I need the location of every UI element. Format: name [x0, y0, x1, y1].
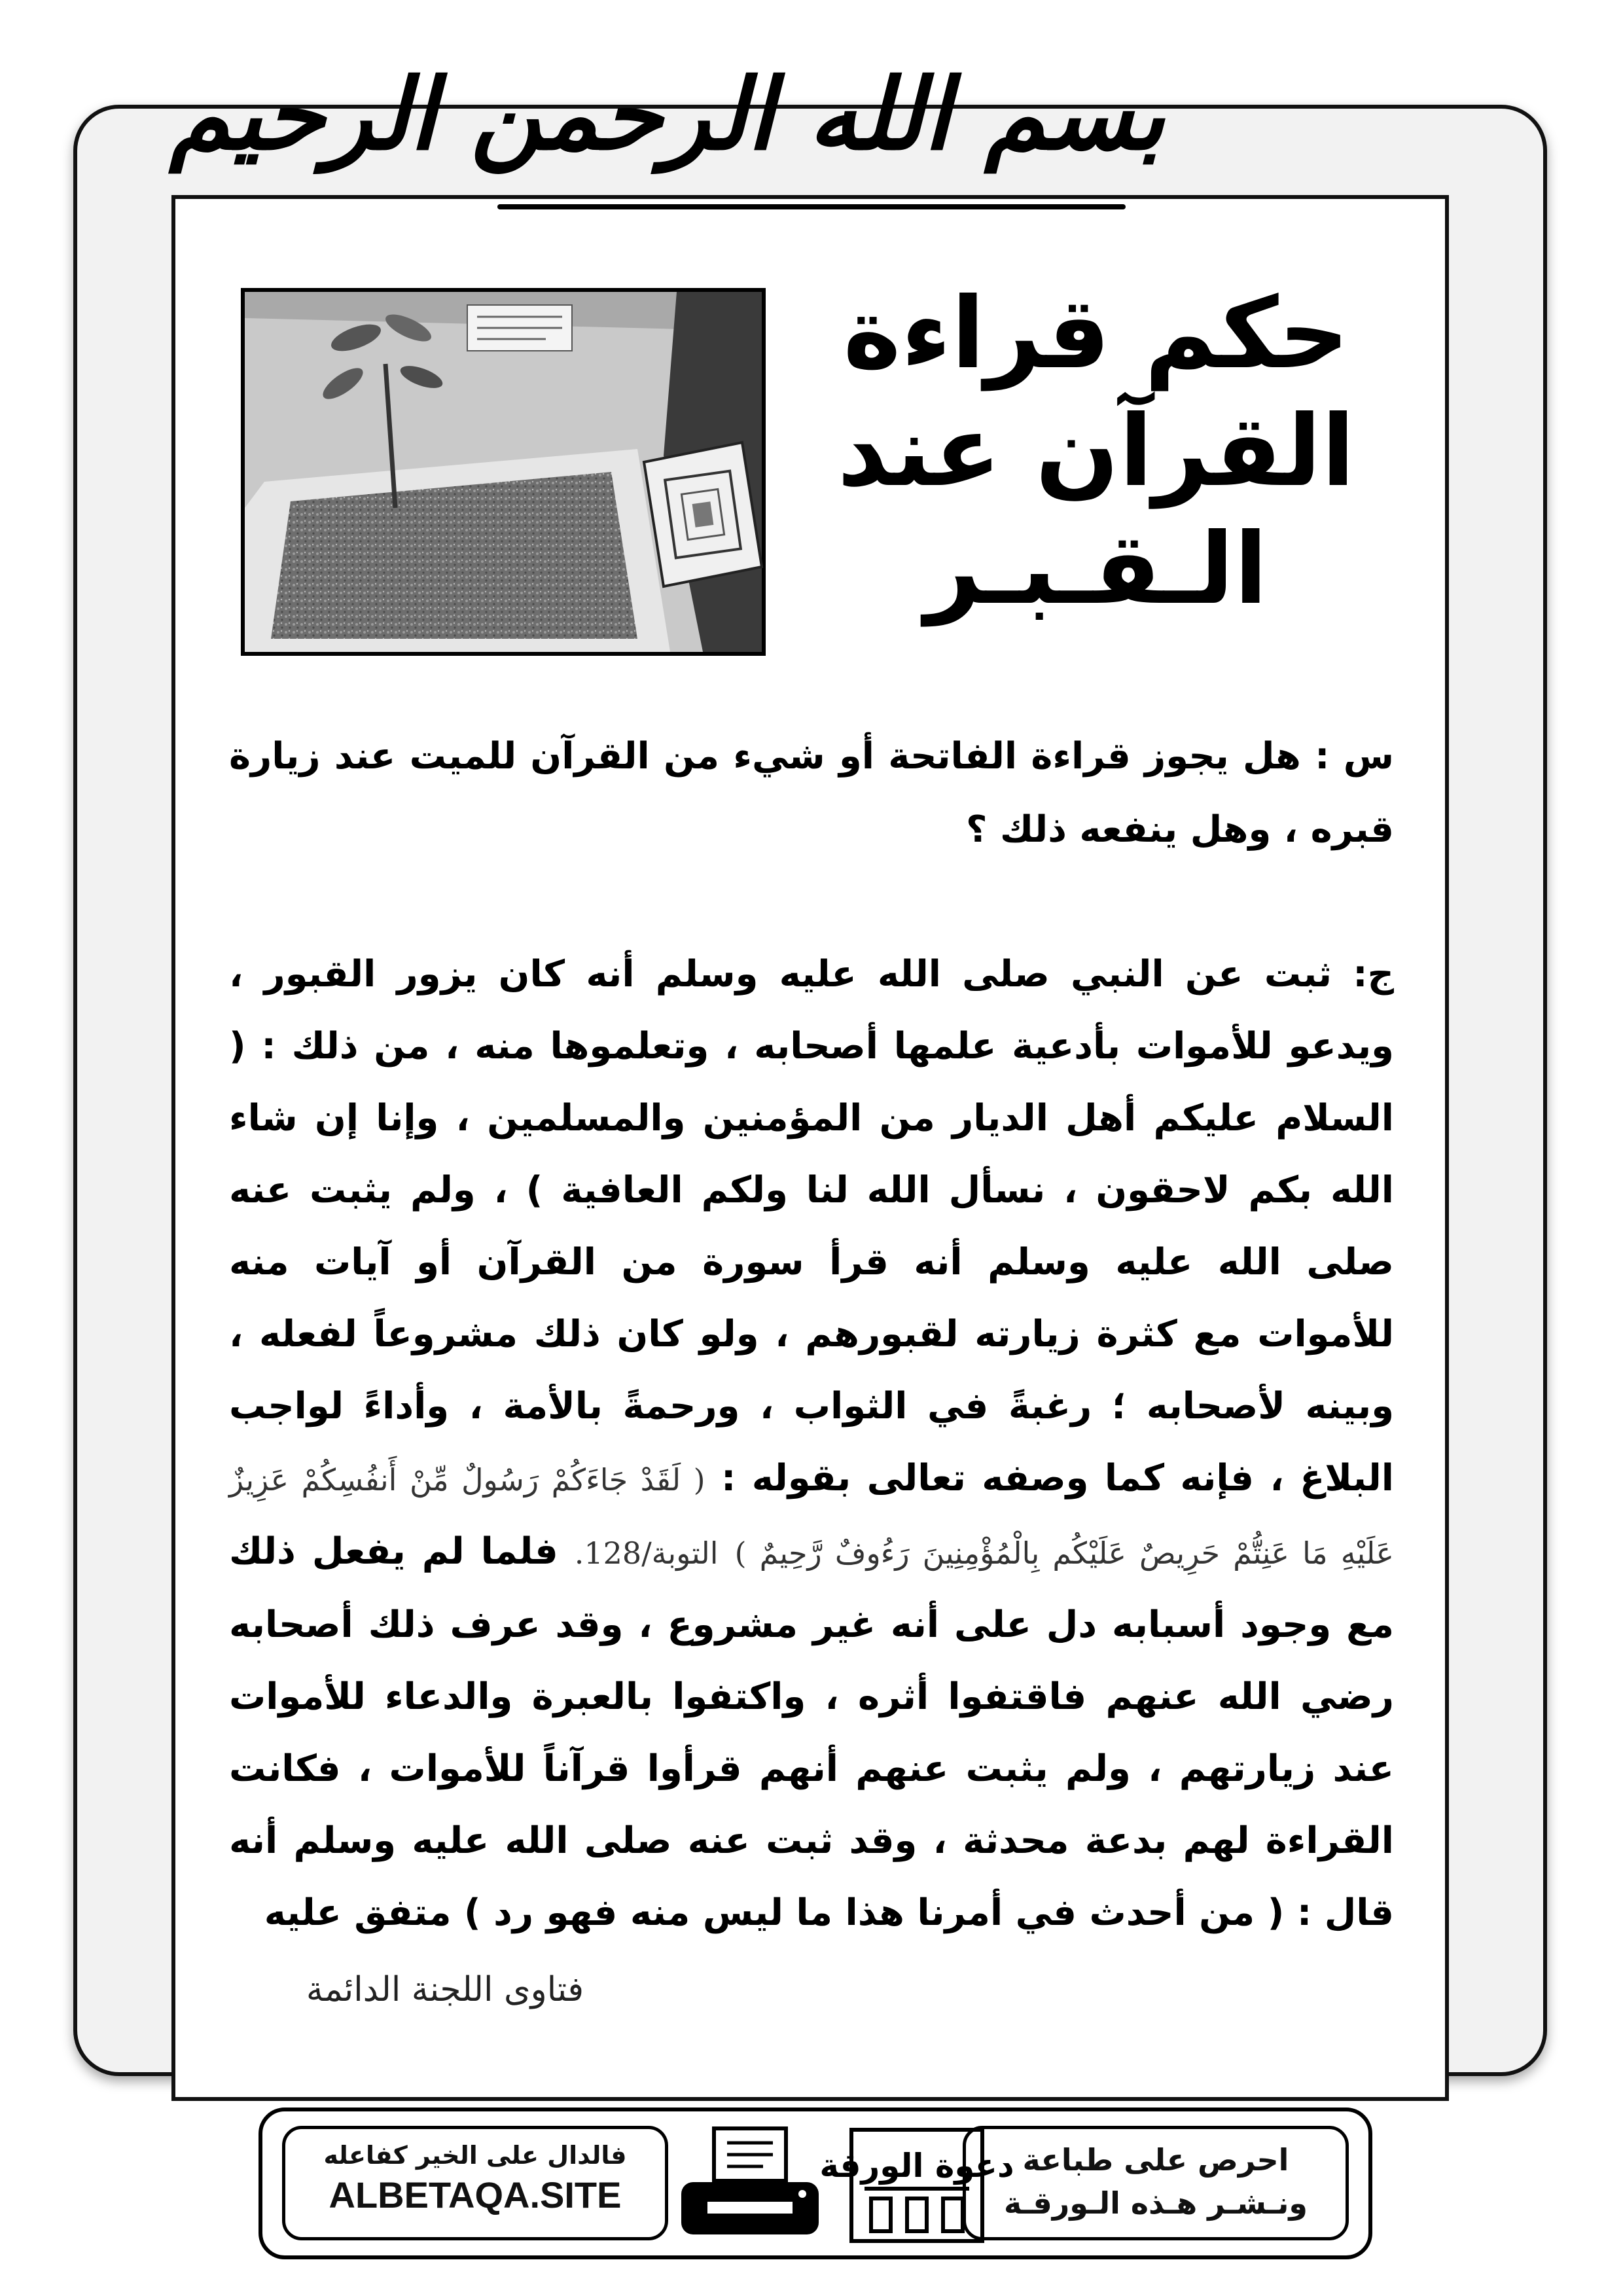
title-line-1: حكم قراءة [843, 277, 1349, 391]
footer-hadith-text: فالدال على الخير كفاعله [323, 2141, 627, 2170]
footer-banner [259, 2108, 1372, 2259]
grave-with-quran-photo-icon [245, 292, 762, 652]
footer-print-line-2: ونـشـر هـذه الـورقـة [1004, 2185, 1308, 2221]
answer-paragraph [229, 939, 1394, 1949]
verse-reference: التوبة/128. [574, 1535, 719, 1571]
answer-part-2: فلما لم يفعل ذلك مع وجود أسبابه دل على أنه غير مشروع ، وقد عرف ذلك أصحابه رضي الله عنهم فاقتفوا أثره ، واكتفوا بالعبرة والدعاء للأموات عند زيارتهم ، ولم يثبت عنهم أنهم قرأوا قرآناً للأموات ، فكانت القراءة لهم بدعة محدثة ، وقد ثبت عنه صلى الله عليه وسلم أنه قال : ( من أحدث في أمرنا هذا ما ليس منه فهو رد ) متفق عليه [229, 1530, 1394, 1934]
footer-print-line-1: احرص على طباعة [1022, 2142, 1289, 2178]
quran-verse: ( لَقَدْ جَاءَكُمْ رَسُولٌ مِّنْ أَنفُسِكُمْ عَزِيزٌ عَلَيْهِ مَا عَنِتُّمْ حَرِيصٌ عَلَيْكُم بِالْمُؤْمِنِينَ رَءُوفٌ رَّحِيمٌ ) [229, 1462, 1394, 1571]
basmala-flourish [497, 204, 1126, 209]
title-line-3: الـقـبـر [924, 512, 1268, 626]
footer-site-link[interactable]: ALBETAQA.SITE [329, 2174, 622, 2215]
grave-photo [241, 288, 766, 656]
page-title [818, 275, 1374, 668]
logo-text: دعوة الورقة [819, 2147, 1014, 2185]
title-line-2: القرآن عند [837, 395, 1355, 509]
footer-print-box [963, 2126, 1349, 2240]
article-body [229, 720, 1394, 1949]
question-paragraph: س : هل يجوز قراءة الفاتحة أو شيء من القرآن للميت عند زيارة قبره ، وهل ينفعه ذلك ؟ [229, 735, 1394, 851]
basmala-text: بسم الله الرحمن الرحيم [169, 57, 1165, 172]
printer-icon [668, 2123, 832, 2248]
answer-part-1: ج: ثبت عن النبي صلى الله عليه وسلم أنه كان يزور القبور ، ويدعو للأموات بأدعية علمها أصحابه ، وتعلموها منه ، من ذلك : ( السلام عليكم أهل الديار من المؤمنين والمسلمين ، وإنا إن شاء الله بكم لاحقون ، نسأل الله لنا ولكم العافية ) ، ولم يثبت عنه صلى الله عليه وسلم أنه قرأ سورة من القرآن أو آيات منه للأموات مع كثرة زيارته لقبورهم ، ولو كان ذلك مشروعاً لفعله ، وبينه لأصحابه ؛ رغبةً في الثواب ، ورحمةً بالأمة ، وأداءً لواجب البلاغ ، فإنه كما وصفه تعالى بقوله : [229, 953, 1394, 1499]
footer-site-box [282, 2126, 668, 2240]
basmala-header [169, 39, 1165, 236]
fatwa-source: فتاوى اللجنة الدائمة [306, 1970, 584, 2009]
